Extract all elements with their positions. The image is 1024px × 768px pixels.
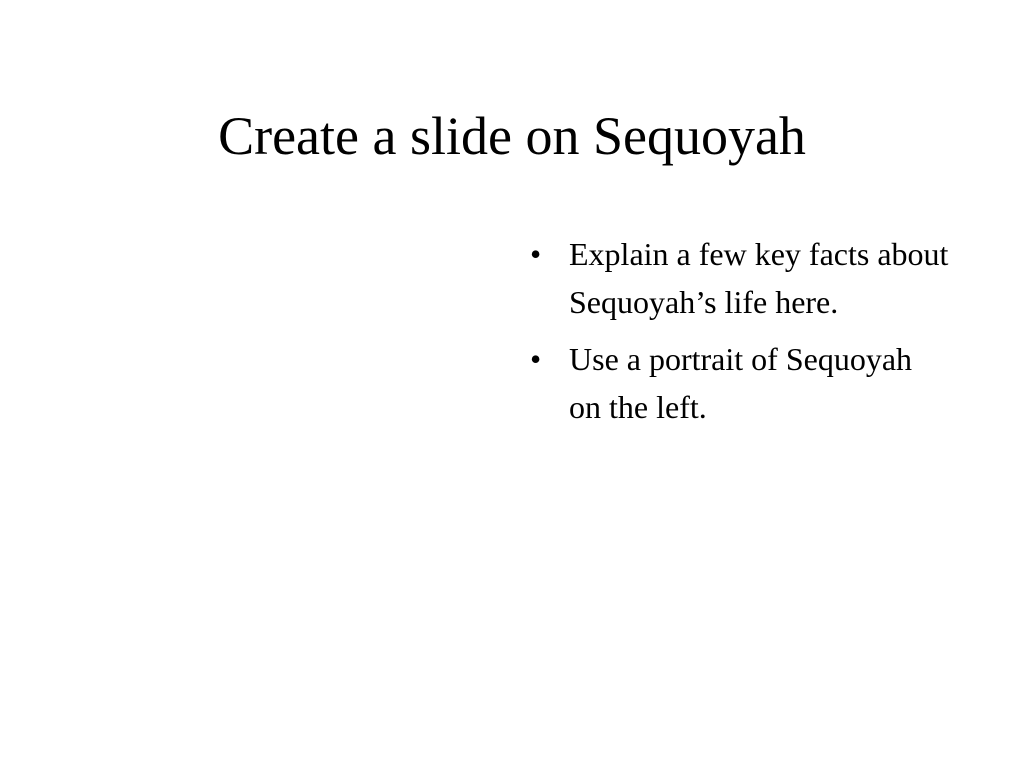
bullet-item	[530, 335, 950, 431]
bullet-text: Use a portrait of Sequoyah on the left.	[569, 341, 913, 425]
slide-title: Create a slide on Sequoyah	[218, 106, 806, 166]
bullet-list	[530, 230, 950, 440]
bullet-item	[530, 230, 950, 326]
portrait-placeholder	[90, 222, 500, 672]
bullet-marker: •	[530, 341, 542, 377]
bullet-marker: •	[530, 236, 542, 272]
bullet-text: Explain a few key facts about Sequoyah’s life here.	[569, 236, 949, 320]
